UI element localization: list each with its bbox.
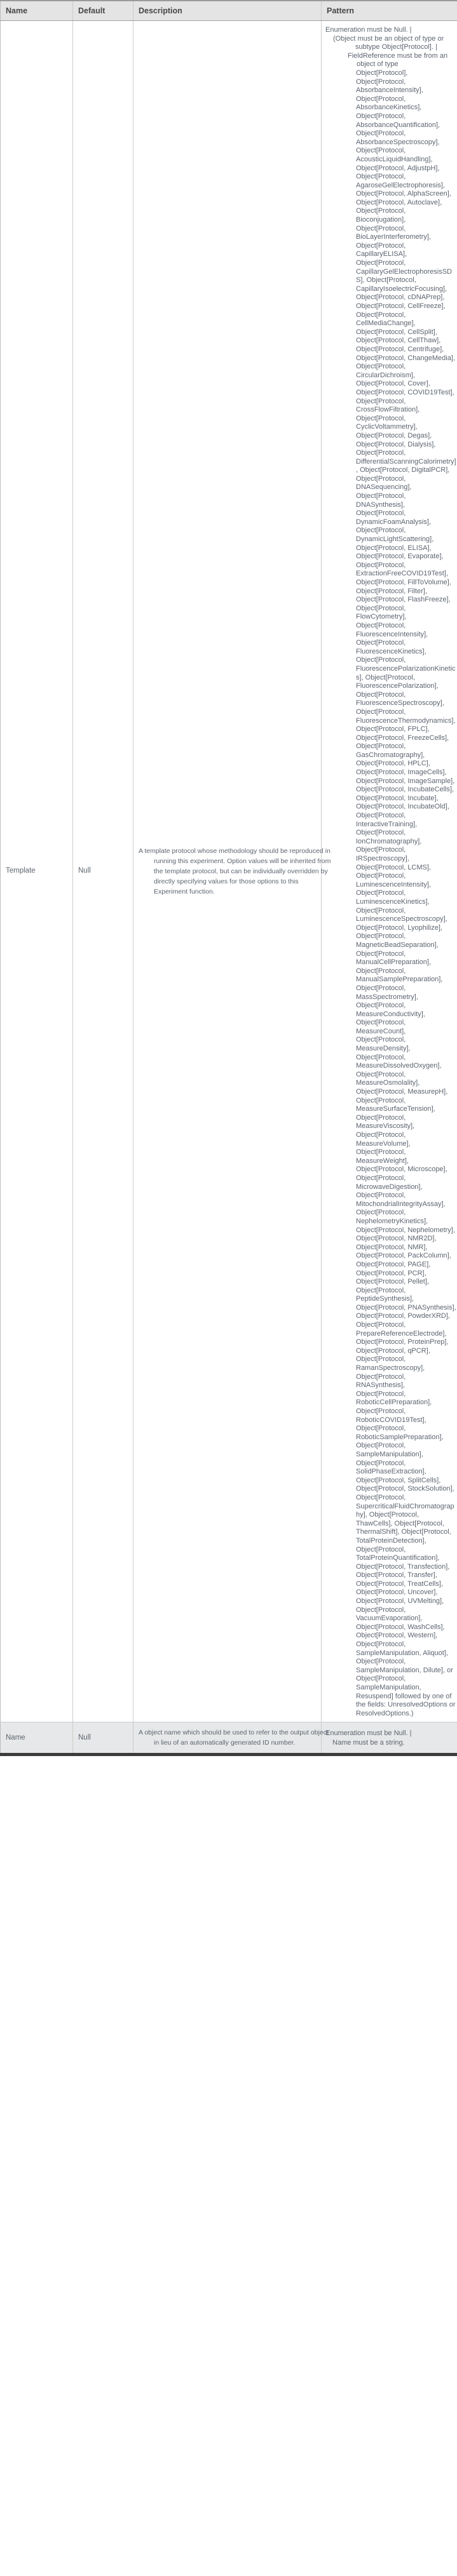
pattern-object-clause: (Object must be an object of type or subtype Object[Protocol]. | — [333, 34, 444, 51]
name-pattern-line-1: Enumeration must be Null. | — [325, 1729, 412, 1738]
table-row-name — [1, 1722, 457, 1755]
name-description-text: A object name which should be used to refer to the output object in lieu of an automatically generated ID number. — [139, 1729, 329, 1747]
template-pattern-cell — [322, 21, 457, 1722]
pattern-enumeration-clause: Enumeration must be Null. | — [325, 26, 412, 34]
template-description-text: A template protocol whose methodology should be reproduced in running this experiment. Option values will be inherited from the template protocol, but can be individually overridden by directly specifying values for those options to this Experiment function. — [139, 847, 331, 896]
name-option-name: Name — [1, 1722, 73, 1755]
column-header-name: Name — [1, 1, 73, 21]
header-row — [1, 1, 457, 21]
name-default-value: Null — [73, 1722, 133, 1755]
name-pattern-cell — [322, 1722, 457, 1755]
table-row-template — [1, 21, 457, 1722]
template-default-value: Null — [73, 21, 133, 1722]
pattern-fieldreference-clause: FieldReference must be from an object of type — [348, 51, 448, 69]
template-description-cell — [133, 21, 331, 1722]
column-header-pattern: Pattern — [322, 1, 457, 21]
name-description-cell — [133, 1722, 329, 1755]
pattern-protocol-type-list: Object[Protocol], Object[Protocol, AbsorbanceIntensity], Object[Protocol, AbsorbanceKinetics], Object[Protocol, AbsorbanceQuantification], Object[Protocol, AbsorbanceSpectroscopy], Object[Protocol, AcousticLiquidHandling], Object[Protocol, AdjustpH], Object[Protocol, AgaroseGelElectrophoresis], Object[Protocol, AlphaScreen], Object[Protocol, Autoclave], Object[Protocol, Bioconjugation], Object[Protocol, BioLayerInterferometry], Object[Protocol, CapillaryELISA], Object[Protocol, CapillaryGelElectrophoresisSDS], Object[Protocol, CapillaryIsoelectricFocusing], Object[Protocol, cDNAPrep], Object[Protocol, CellFreeze], Object[Protocol, CellMediaChange], Object[Protocol, CellSplit], Object[Protocol, CellThaw], Object[Protocol, Centrifuge], Object[Protocol, ChangeMedia], Object[Protocol, CircularDichroism], Object[Protocol, Cover], Object[Protocol, COVID19Test], Object[Protocol, CrossFlowFiltration], Object[Protocol, CyclicVoltammetry], Object[Protocol, Degas], Object[Protocol, Dialysis], Object[Protocol, DifferentialScanningCalorimetry], Object[Protocol, DigitalPCR], Object[Protocol, DNASequencing], Object[Protocol, DNASynthesis], Object[Protocol, DynamicFoamAnalysis], Object[Protocol, DynamicLightScattering], Object[Protocol, ELISA], Object[Protocol, Evaporate], Object[Protocol, ExtractionFreeCOVID19Test], Object[Protocol, FillToVolume], Object[Protocol, Filter], Object[Protocol, FlashFreeze], Object[Protocol, FlowCytometry], Object[Protocol, FluorescenceIntensity], Object[Protocol, FluorescenceKinetics], Object[Protocol, FluorescencePolarizationKinetics], Object[Protocol, FluorescencePolarization], Object[Protocol, FluorescenceSpectroscopy], Object[Protocol, FluorescenceThermodynamics], Object[Protocol, FPLC], Object[Protocol, FreezeCells], Object[Protocol, GasChromatography], Object[Protocol, HPLC], Object[Protocol, ImageCells], Object[Protocol, ImageSample], Object[Protocol, IncubateCells], Object[Protocol, Incubate], Object[Protocol, IncubateOld], Object[Protocol, InteractiveTraining], Object[Protocol, IonChromatography], Object[Protocol, IRSpectroscopy], Object[Protocol, LCMS], Object[Protocol, LuminescenceIntensity], Object[Protocol, LuminescenceKinetics], Object[Protocol, LuminescenceSpectroscopy], Object[Protocol, Lyophilize], Object[Protocol, MagneticBeadSeparation], Object[Protocol, ManualCellPreparation], Object[Protocol, ManualSamplePreparation], Object[Protocol, MassSpectrometry], Object[Protocol, MeasureConductivity], Object[Protocol, MeasureCount], Object[Protocol, MeasureDensity], Object[Protocol, MeasureDissolvedOxygen], Object[Protocol, MeasureOsmolality], Object[Protocol, MeasurepH], Object[Protocol, MeasureSurfaceTension], Object[Protocol, MeasureViscosity], Object[Protocol, MeasureVolume], Object[Protocol, MeasureWeight], Object[Protocol, Microscope], Object[Protocol, MicrowaveDigestion], Object[Protocol, MitochondrialIntegrityAssay], Object[Protocol, NephelometryKinetics], Object[Protocol, Nephelometry], Object[Protocol, NMR2D], Object[Protocol, NMR], Object[Protocol, PackColumn], Object[Protocol, PAGE], Object[Protocol, PCR], Object[Protocol, Pellet], Object[Protocol, PeptideSynthesis], Object[Protocol, PNASynthesis], Object[Protocol, PowderXRD], Object[Protocol, PrepareReferenceElectrode], Object[Protocol, ProteinPrep], Object[Protocol, qPCR], Object[Protocol, RamanSpectroscopy], Object[Protocol, RNASynthesis], Object[Protocol, RoboticCellPreparation], Object[Protocol, RoboticCOVID19Test], Object[Protocol, RoboticSamplePreparation], Object[Protocol, SampleManipulation], Object[Protocol, SolidPhaseExtraction], Object[Protocol, SplitCells], Object[Protocol, StockSolution], Object[Protocol, SupercriticalFluidChromatography], Object[Protocol, ThawCells], Object[Protocol, ThermalShift], Object[Protocol, TotalProteinDetection], Object[Protocol, TotalProteinQuantification], Object[Protocol, Transfection], Object[Protocol, Transfer], Object[Protocol, TreatCells], Object[Protocol, Uncover], Object[Protocol, UVMelting], Object[Protocol, VacuumEvaporation], Object[Protocol, WashCells], Object[Protocol, Western], Object[Protocol, SampleManipulation, Aliquot], Object[Protocol, SampleManipulation, Dilute], or Object[Protocol, SampleManipulation, Resuspend] followed by one of the fields: UnresolvedOptions or ResolvedOptions.) — [356, 69, 456, 1717]
template-option-name: Template — [1, 21, 73, 1722]
column-header-description: Description — [133, 1, 322, 21]
column-header-default: Default — [73, 1, 133, 21]
name-pattern-line-2: Name must be a string. — [332, 1739, 405, 1747]
